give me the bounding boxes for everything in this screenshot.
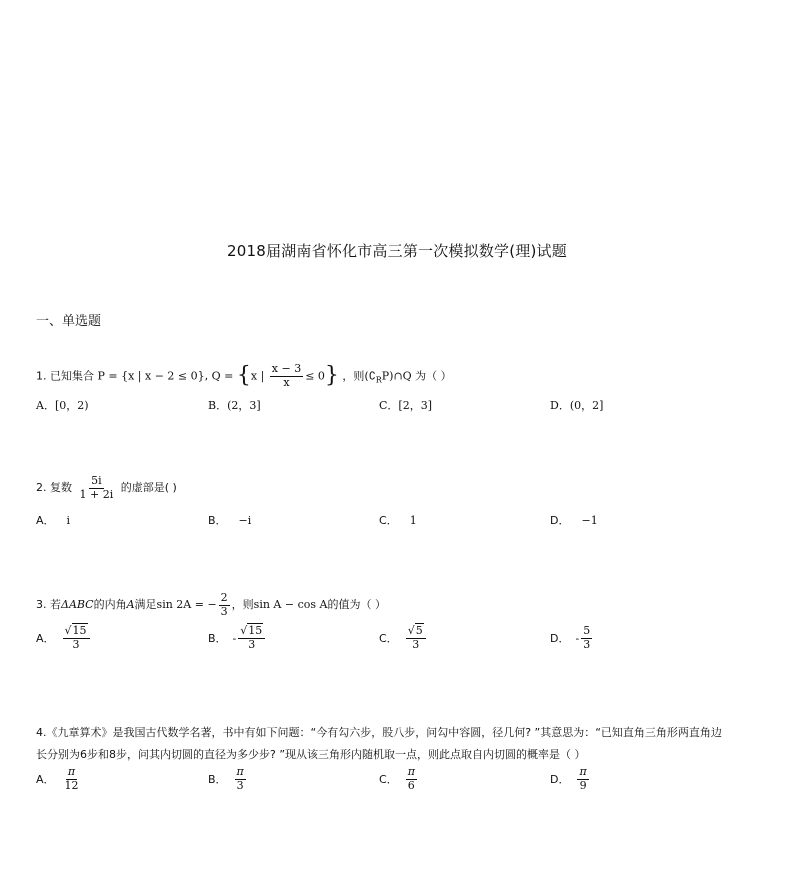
q3-option-a[interactable]: A． $\frac{√15}{3}$ (36, 625, 92, 651)
q1-option-c[interactable]: C．[2，3] (379, 399, 432, 412)
q1-option-b[interactable]: B．(2，3] (208, 399, 261, 412)
q1-option-a[interactable]: A．[0，2) (36, 399, 89, 412)
q2-fraction: $\frac{5i}{1 + 2i}$ (79, 474, 114, 501)
document-title: 2018届湖南省怀化市高三第一次模拟数学(理)试题 (227, 242, 567, 260)
q2-option-a[interactable]: A． i (36, 513, 71, 527)
q1-suffix: ，则(∁ (342, 369, 376, 383)
q2-option-c[interactable]: C． 1 (379, 513, 417, 527)
q2-option-b[interactable]: B． −i (208, 513, 252, 527)
q4-line-2: 长分别为6步和8步，问其内切圆的直径为多少步? ”现从该三角形内随机取一点，则此点取自内切圆的概率是（ ） (36, 748, 586, 761)
q4-option-d[interactable]: D． $\frac{\pi}{9}$ (550, 765, 587, 792)
section-heading: 一、单选题 (36, 314, 102, 329)
q3-fraction: $\frac{2}{3}$ (220, 591, 228, 618)
q4-option-a[interactable]: A． $\frac{\pi}{12}$ (36, 765, 79, 792)
q2-suffix: 的虚部是( ) (120, 481, 177, 495)
q4-line-1: 4.《九章算术》是我国古代数学名著，书中有如下问题：“今有勾六步，股八步，问勾中容圆，径几何? ”其意思为：“已知直角三角形两直角边 (36, 726, 722, 739)
q3-option-c[interactable]: C． $\frac{√5}{3}$ (379, 625, 428, 651)
question-3: 3. 若ΔABC的内角A满足sin 2A = − $\frac{2}{3}$ ，则sin A − cos A的值为（ ） (36, 591, 386, 618)
question-2 (36, 475, 177, 501)
q1-fraction: $\frac{x - 3}{x}$ (271, 362, 302, 389)
q3-option-b[interactable]: B． - $\frac{√15}{3}$ (208, 625, 267, 651)
q1-set-p: P = {x | x − 2 ≤ 0} (97, 369, 205, 383)
q1-set-q-pre: Q = (211, 369, 237, 383)
q3-prefix: 3. 若 (36, 598, 61, 612)
q1-prefix: 1. 已知集合 (36, 369, 94, 383)
question-4 (36, 722, 756, 766)
question-1: 1. 已知集合 P = {x | x − 2 ≤ 0}, Q = {x | $\frac{x - 3}{x}$ ≤ 0} ，则$(∁_RP)\cap Q$ 为（ ） (36, 362, 452, 389)
q3-option-d[interactable]: D． - $\frac{5}{3}$ (550, 624, 591, 651)
q4-option-c[interactable]: C． $\frac{\pi}{6}$ (379, 765, 415, 792)
q1-option-d[interactable]: D．(0，2] (550, 399, 604, 412)
q2-prefix: 2. 复数 (36, 481, 72, 495)
q4-option-b[interactable]: B． $\frac{\pi}{3}$ (208, 765, 244, 792)
q2-option-d[interactable]: D． −1 (550, 513, 598, 527)
